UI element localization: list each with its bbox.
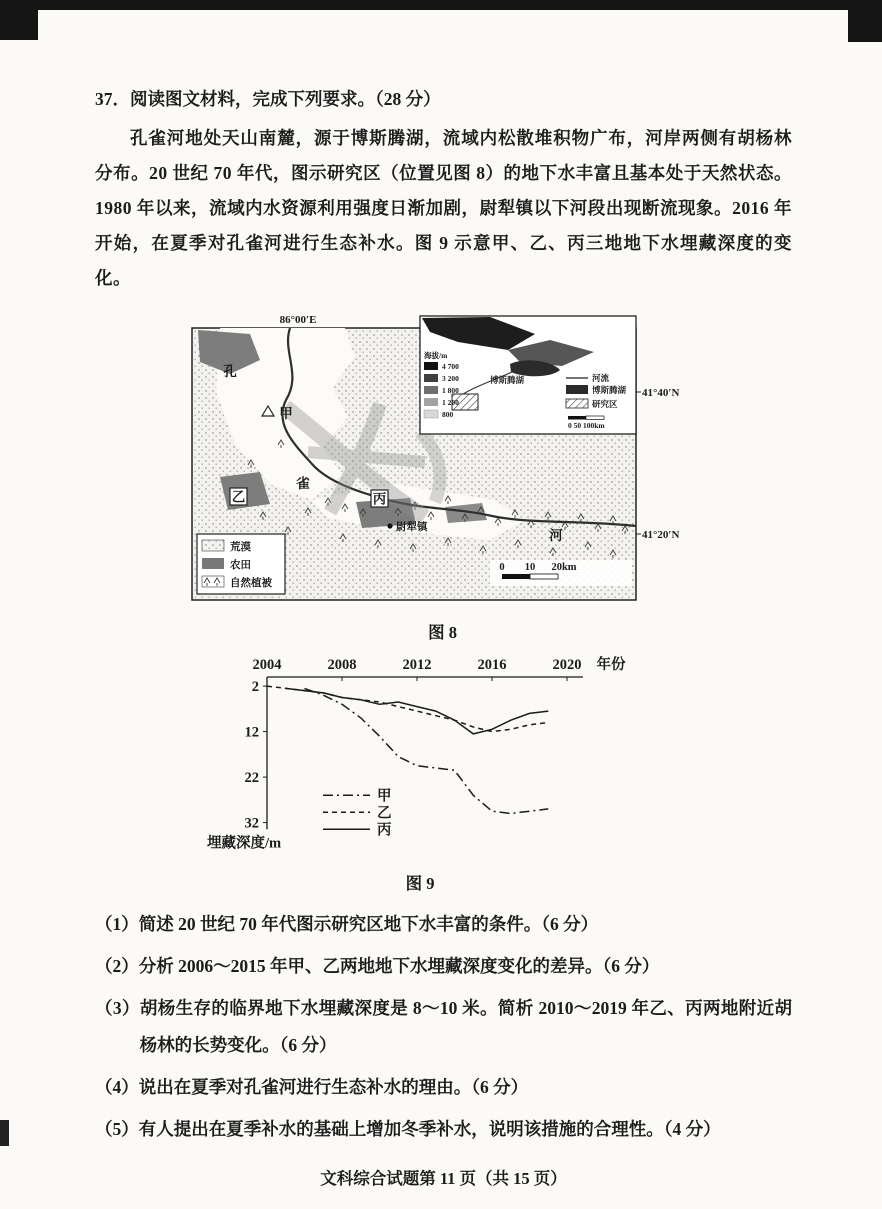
scalebar-seg-light [530, 574, 558, 579]
scan-artifact-top-bar [0, 0, 882, 10]
figure-8-map [190, 312, 695, 643]
inset-legend-lake-label: 博斯腾湖 [592, 385, 627, 395]
question-passage: 孔雀河地处天山南麓，源于博斯腾湖，流域内松散堆积物广布，河岸两侧有胡杨林分布。20 世纪 70 年代，图示研究区（位置见图 8）的地下水丰富且基本处于天然状态。1980 年以来，流域内水资源利用强度日渐加剧，尉犁镇以下河段出现断流现象。2016 年开始，在夏季对孔雀河进行生态补水。图 9 示意甲、乙、丙三地地下水埋藏深度的变化。 [95, 128, 792, 288]
y-tick-label: 32 [244, 815, 259, 832]
scale-label-0: 0 [499, 562, 505, 573]
figure-8-caption: 图 8 [428, 623, 457, 642]
q1-label: （1） [95, 914, 139, 934]
inset-map [420, 316, 636, 434]
inset-elev-value: 800 [442, 410, 454, 419]
inset-legend-river-label: 河流 [592, 373, 610, 383]
inset-elev-value: 3 200 [442, 374, 459, 383]
town-dot-marker [387, 523, 392, 528]
legend-desert-swatch [202, 540, 224, 551]
river-name-char-2: 雀 [296, 476, 310, 491]
lon-label-left: 86°00′E [279, 314, 317, 326]
q4-text: 说出在夏季对孔雀河进行生态补水的理由。（6 分） [138, 1077, 529, 1098]
site-jia-label: 甲 [279, 406, 293, 421]
q5-text: 有人提出在夏季补水的基础上增加冬季补水，说明该措施的合理性。（4 分） [138, 1119, 721, 1140]
q2-text: 分析 2006～2015 年甲、乙两地地下水埋藏深度变化的差异。（6 分） [138, 956, 660, 977]
scan-artifact-edge-mark [0, 1120, 9, 1146]
figure-9-chart [205, 651, 635, 894]
sub-question-5 [95, 1111, 792, 1148]
legend-vegetation-label: 自然植被 [230, 578, 272, 589]
inset-scalebar-seg [586, 416, 604, 420]
site-yi-label: 乙 [231, 489, 246, 505]
legend-label-丙: 丙 [377, 822, 392, 839]
inset-legend-study-label: 研究区 [592, 399, 618, 409]
inset-elev-swatch [424, 374, 438, 382]
inset-scalebar-seg [568, 416, 586, 420]
question-37-heading: 37．阅读图文材料，完成下列要求。（28 分） [95, 89, 441, 109]
series-line-丙 [286, 688, 549, 734]
scalebar-seg-dark [502, 574, 530, 579]
inset-elev-swatch [424, 386, 438, 394]
depth-chart-svg [205, 651, 635, 863]
series-line-甲 [305, 688, 549, 813]
y-tick-label: 22 [244, 770, 259, 787]
legend-label-乙: 乙 [377, 805, 392, 822]
sub-questions [95, 906, 792, 1149]
legend-label-甲: 甲 [377, 788, 392, 805]
river-name-char-1: 孔 [223, 364, 237, 379]
x-tick-label: 2004 [252, 657, 282, 673]
map-svg [190, 312, 695, 612]
map-scalebar [490, 560, 632, 586]
q3-text: 胡杨生存的临界地下水埋藏深度是 8～10 米。简析 2010～2019 年乙、丙两地附近胡杨林的长势变化。（6 分） [139, 998, 793, 1056]
sub-question-1 [95, 906, 792, 943]
scale-label-10: 10 [524, 562, 536, 573]
x-tick-label: 2012 [402, 657, 432, 673]
inset-elev-value: 4 700 [442, 362, 459, 371]
x-tick-label: 2016 [477, 657, 507, 673]
lat-label-lower: 41°20′N [642, 529, 680, 541]
page-footer: 文科综合试题第 11 页（共 15 页） [320, 1168, 567, 1188]
y-tick-label: 2 [251, 679, 259, 696]
town-label: 尉犁镇 [396, 522, 428, 533]
inset-elev-value: 1 200 [442, 398, 459, 407]
q3-label: （3） [95, 998, 140, 1019]
y-tick-label: 12 [244, 724, 259, 741]
x-axis-title: 年份 [596, 657, 626, 673]
q1-text: 简述 20 世纪 70 年代图示研究区地下水丰富的条件。（6 分） [138, 914, 599, 934]
inset-elev-swatch [424, 398, 438, 406]
inset-elev-value: 1 800 [442, 386, 459, 395]
river-name-char-3: 河 [549, 528, 563, 543]
map-legend [197, 534, 285, 594]
sub-question-3 [95, 990, 792, 1064]
sub-question-2 [95, 948, 792, 985]
inset-legend-study-symbol [566, 399, 588, 408]
legend-farmland-label: 农田 [230, 560, 251, 571]
figure-9-caption: 图 9 [405, 874, 435, 893]
inset-elevation-title: 海拔/m [424, 351, 448, 360]
legend-desert-label: 荒漠 [230, 542, 251, 553]
inset-legend-lake-symbol [566, 385, 588, 394]
y-axis-title: 埋藏深度/m [207, 835, 282, 852]
inset-elev-swatch [424, 410, 438, 418]
inset-scale-text: 0 50 100km [568, 421, 605, 430]
scan-artifact-corner-left [0, 0, 38, 40]
inset-lake-name: 博斯腾湖 [490, 375, 525, 385]
legend-farmland-swatch [202, 558, 224, 569]
q5-label: （5） [95, 1119, 139, 1140]
x-tick-label: 2020 [552, 657, 582, 673]
q4-label: （4） [95, 1077, 139, 1098]
scale-label-20: 20km [551, 562, 577, 573]
lat-label-upper: 41°40′N [642, 387, 680, 399]
site-bing-label: 丙 [372, 491, 387, 507]
series-line-乙 [267, 686, 548, 732]
scan-artifact-corner-right [848, 0, 882, 42]
x-tick-label: 2008 [327, 657, 357, 673]
q2-label: （2） [95, 956, 139, 977]
inset-elev-swatch [424, 362, 438, 370]
sub-question-4 [95, 1069, 792, 1106]
